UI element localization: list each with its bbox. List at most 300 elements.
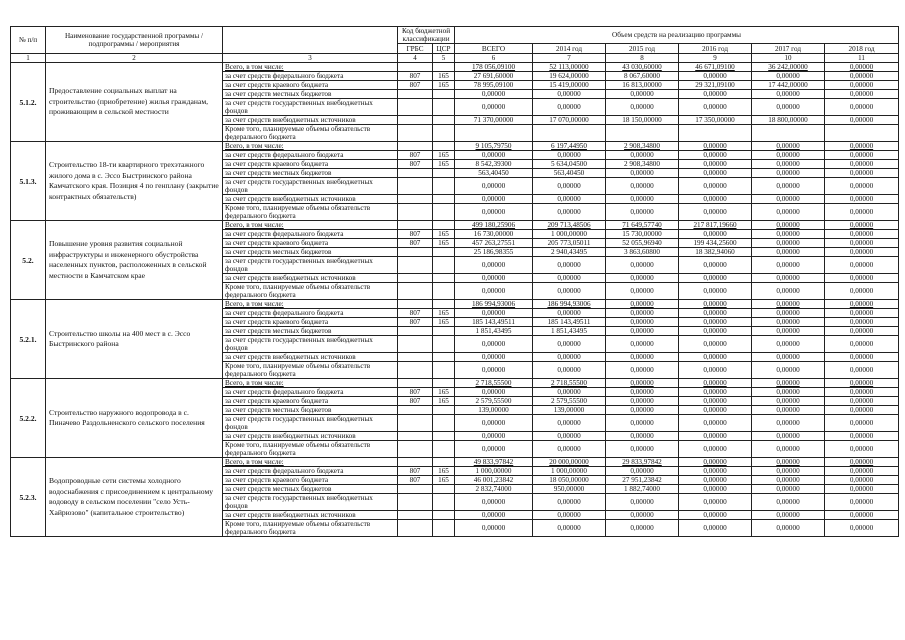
amount-year: 0,00000 bbox=[533, 511, 606, 520]
grbs-code: 807 bbox=[398, 239, 433, 248]
amount-year: 0,00000 bbox=[606, 388, 679, 397]
amount-year: 0,00000 bbox=[679, 362, 752, 379]
csr-code bbox=[433, 99, 455, 116]
csr-code bbox=[433, 485, 455, 494]
amount-year: 0,00000 bbox=[752, 178, 825, 195]
amount-year: 0,00000 bbox=[679, 415, 752, 432]
amount-year bbox=[825, 125, 899, 142]
amount-year: 0,00000 bbox=[825, 336, 899, 353]
section-name: Повышение уровня развития социальной инфраструктуры и инженерного обустройства населенных пунктов, расположенных в сельской местности в Камчатском крае bbox=[46, 221, 223, 300]
amount-year: 0,00000 bbox=[825, 432, 899, 441]
grbs-code bbox=[398, 432, 433, 441]
amount-year: 0,00000 bbox=[679, 151, 752, 160]
amount-year: 2 940,43495 bbox=[533, 248, 606, 257]
amount-total: 185 143,49511 bbox=[455, 318, 533, 327]
column-number: 7 bbox=[533, 54, 606, 63]
amount-year: 0,00000 bbox=[825, 116, 899, 125]
funding-source: за счет средств государственных внебюджетных фондов bbox=[223, 178, 398, 195]
amount-year: 17 070,00000 bbox=[533, 116, 606, 125]
amount-year: 18 050,00000 bbox=[533, 476, 606, 485]
amount-total: 2 579,55500 bbox=[455, 397, 533, 406]
amount-total: 16 730,00000 bbox=[455, 230, 533, 239]
amount-year: 0,00000 bbox=[825, 160, 899, 169]
csr-code bbox=[433, 458, 455, 467]
amount-total: 0,00000 bbox=[455, 494, 533, 511]
amount-year: 0,00000 bbox=[533, 362, 606, 379]
amount-year: 0,00000 bbox=[533, 432, 606, 441]
funding-source: за счет средств внебюджетных источников bbox=[223, 274, 398, 283]
funding-source: за счет средств внебюджетных источников bbox=[223, 195, 398, 204]
amount-year: 0,00000 bbox=[679, 467, 752, 476]
csr-code: 165 bbox=[433, 309, 455, 318]
amount-year: 0,00000 bbox=[533, 415, 606, 432]
amount-year: 0,00000 bbox=[752, 151, 825, 160]
amount-year: 0,00000 bbox=[752, 274, 825, 283]
column-number: 8 bbox=[606, 54, 679, 63]
amount-year: 0,00000 bbox=[679, 494, 752, 511]
grbs-code bbox=[398, 300, 433, 309]
amount-year: 0,00000 bbox=[606, 467, 679, 476]
amount-total: 2 718,55500 bbox=[455, 379, 533, 388]
amount-year: 0,00000 bbox=[825, 494, 899, 511]
amount-year: 0,00000 bbox=[825, 511, 899, 520]
amount-year: 0,00000 bbox=[752, 169, 825, 178]
amount-total: 0,00000 bbox=[455, 441, 533, 458]
amount-year: 0,00000 bbox=[679, 318, 752, 327]
amount-year: 0,00000 bbox=[752, 388, 825, 397]
amount-year: 0,00000 bbox=[752, 72, 825, 81]
grbs-code bbox=[398, 257, 433, 274]
amount-year: 0,00000 bbox=[606, 283, 679, 300]
amount-year: 18 150,00000 bbox=[606, 116, 679, 125]
grbs-code: 807 bbox=[398, 397, 433, 406]
amount-year: 0,00000 bbox=[533, 151, 606, 160]
funding-source: за счет средств государственных внебюджетных фондов bbox=[223, 494, 398, 511]
grbs-code bbox=[398, 415, 433, 432]
amount-year: 0,00000 bbox=[825, 520, 899, 537]
amount-year: 0,00000 bbox=[606, 204, 679, 221]
amount-total: 0,00000 bbox=[455, 204, 533, 221]
funding-source: за счет средств государственных внебюджетных фондов bbox=[223, 99, 398, 116]
amount-year: 0,00000 bbox=[679, 327, 752, 336]
csr-code bbox=[433, 336, 455, 353]
amount-year: 563,40450 bbox=[533, 169, 606, 178]
table-row bbox=[11, 221, 899, 230]
section-name: Строительство школы на 400 мест в с. Эссо Быстринского района bbox=[46, 300, 223, 379]
funding-source: за счет средств внебюджетных источников bbox=[223, 511, 398, 520]
funding-source: за счет средств местных бюджетов bbox=[223, 406, 398, 415]
grbs-code bbox=[398, 336, 433, 353]
amount-year: 0,00000 bbox=[752, 300, 825, 309]
amount-year: 0,00000 bbox=[752, 195, 825, 204]
section-number: 5.2. bbox=[11, 221, 46, 300]
grbs-code bbox=[398, 362, 433, 379]
header-funds: Объем средств на реализацию программы bbox=[455, 27, 899, 44]
amount-year: 17 442,00000 bbox=[752, 81, 825, 90]
csr-code: 165 bbox=[433, 467, 455, 476]
amount-year: 0,00000 bbox=[679, 406, 752, 415]
amount-year: 0,00000 bbox=[679, 257, 752, 274]
amount-total: 0,00000 bbox=[455, 362, 533, 379]
amount-total: 2 832,74000 bbox=[455, 485, 533, 494]
csr-code bbox=[433, 327, 455, 336]
amount-year: 0,00000 bbox=[606, 415, 679, 432]
csr-code bbox=[433, 116, 455, 125]
amount-year: 29 833,97842 bbox=[606, 458, 679, 467]
csr-code bbox=[433, 274, 455, 283]
table-row bbox=[11, 63, 899, 72]
budget-table-body bbox=[11, 63, 899, 537]
csr-code bbox=[433, 494, 455, 511]
amount-year: 1 882,74000 bbox=[606, 485, 679, 494]
amount-total: 0,00000 bbox=[455, 353, 533, 362]
funding-source: за счет средств внебюджетных источников bbox=[223, 116, 398, 125]
amount-year: 0,00000 bbox=[606, 362, 679, 379]
amount-year: 6 197,44950 bbox=[533, 142, 606, 151]
amount-year: 0,00000 bbox=[752, 160, 825, 169]
funding-source: Кроме того, планируемые объемы обязательств федерального бюджета bbox=[223, 362, 398, 379]
amount-year: 0,00000 bbox=[606, 379, 679, 388]
amount-year bbox=[752, 125, 825, 142]
csr-code bbox=[433, 90, 455, 99]
funding-source: за счет средств федерального бюджета bbox=[223, 388, 398, 397]
amount-year: 0,00000 bbox=[752, 520, 825, 537]
amount-total: 0,00000 bbox=[455, 432, 533, 441]
amount-total: 139,00000 bbox=[455, 406, 533, 415]
grbs-code bbox=[398, 327, 433, 336]
csr-code: 165 bbox=[433, 397, 455, 406]
csr-code: 165 bbox=[433, 230, 455, 239]
amount-year: 139,00000 bbox=[533, 406, 606, 415]
amount-year: 0,00000 bbox=[533, 388, 606, 397]
funding-source: за счет средств местных бюджетов bbox=[223, 248, 398, 257]
amount-year: 0,00000 bbox=[825, 204, 899, 221]
amount-year: 0,00000 bbox=[825, 379, 899, 388]
amount-total: 25 186,98355 bbox=[455, 248, 533, 257]
amount-year: 0,00000 bbox=[606, 397, 679, 406]
amount-year: 0,00000 bbox=[752, 353, 825, 362]
amount-total: 0,00000 bbox=[455, 90, 533, 99]
amount-total: 563,40450 bbox=[455, 169, 533, 178]
amount-year: 29 321,09100 bbox=[679, 81, 752, 90]
csr-code bbox=[433, 178, 455, 195]
amount-year: 0,00000 bbox=[752, 90, 825, 99]
amount-year: 2 579,55500 bbox=[533, 397, 606, 406]
grbs-code bbox=[398, 379, 433, 388]
amount-total: 8 542,39300 bbox=[455, 160, 533, 169]
grbs-code bbox=[398, 520, 433, 537]
amount-total: 0,00000 bbox=[455, 195, 533, 204]
amount-year: 0,00000 bbox=[679, 169, 752, 178]
budget-table bbox=[10, 26, 899, 537]
amount-year: 0,00000 bbox=[752, 283, 825, 300]
section-number: 5.2.3. bbox=[11, 458, 46, 537]
amount-year: 0,00000 bbox=[752, 230, 825, 239]
amount-total: 0,00000 bbox=[455, 388, 533, 397]
amount-year: 0,00000 bbox=[752, 204, 825, 221]
amount-year: 18 800,00000 bbox=[752, 116, 825, 125]
amount-year: 0,00000 bbox=[679, 432, 752, 441]
amount-year: 0,00000 bbox=[752, 458, 825, 467]
header-grbs: ГРБС bbox=[398, 44, 433, 54]
section-number: 5.1.3. bbox=[11, 142, 46, 221]
amount-year: 0,00000 bbox=[825, 283, 899, 300]
grbs-code: 807 bbox=[398, 230, 433, 239]
amount-year: 0,00000 bbox=[752, 362, 825, 379]
grbs-code bbox=[398, 248, 433, 257]
amount-year: 0,00000 bbox=[825, 248, 899, 257]
amount-year: 0,00000 bbox=[825, 397, 899, 406]
table-row bbox=[11, 458, 899, 467]
section-name: Водопроводные сети системы холодного водоснабжения с присоединением к центральному водоводу в сельском поселении "село Усть-Хайрюзово" (капитальное строительство) bbox=[46, 458, 223, 537]
amount-year: 0,00000 bbox=[679, 485, 752, 494]
csr-code: 165 bbox=[433, 318, 455, 327]
funding-source: Кроме того, планируемые объемы обязательств федерального бюджета bbox=[223, 125, 398, 142]
column-number: 5 bbox=[433, 54, 455, 63]
amount-year: 0,00000 bbox=[752, 318, 825, 327]
amount-year: 46 671,09100 bbox=[679, 63, 752, 72]
csr-code bbox=[433, 406, 455, 415]
funding-source: за счет средств государственных внебюджетных фондов bbox=[223, 257, 398, 274]
amount-year: 0,00000 bbox=[825, 90, 899, 99]
grbs-code bbox=[398, 169, 433, 178]
funding-source: за счет средств местных бюджетов bbox=[223, 485, 398, 494]
grbs-code bbox=[398, 485, 433, 494]
amount-total: 499 180,25906 bbox=[455, 221, 533, 230]
csr-code: 165 bbox=[433, 72, 455, 81]
csr-code bbox=[433, 204, 455, 221]
amount-year: 0,00000 bbox=[679, 274, 752, 283]
amount-year: 0,00000 bbox=[679, 511, 752, 520]
amount-year: 0,00000 bbox=[606, 169, 679, 178]
amount-year: 0,00000 bbox=[533, 336, 606, 353]
amount-year: 0,00000 bbox=[825, 467, 899, 476]
csr-code bbox=[433, 169, 455, 178]
grbs-code bbox=[398, 90, 433, 99]
funding-source: за счет средств федерального бюджета bbox=[223, 467, 398, 476]
amount-year: 0,00000 bbox=[825, 221, 899, 230]
amount-year: 0,00000 bbox=[752, 432, 825, 441]
amount-year: 0,00000 bbox=[752, 142, 825, 151]
amount-total: 0,00000 bbox=[455, 415, 533, 432]
header-source bbox=[223, 27, 398, 54]
amount-year: 0,00000 bbox=[606, 151, 679, 160]
header-total: ВСЕГО bbox=[455, 44, 533, 54]
amount-year: 0,00000 bbox=[752, 406, 825, 415]
amount-year: 1 851,43495 bbox=[533, 327, 606, 336]
amount-year: 0,00000 bbox=[752, 379, 825, 388]
amount-year: 0,00000 bbox=[679, 90, 752, 99]
amount-year: 0,00000 bbox=[533, 195, 606, 204]
amount-year: 0,00000 bbox=[606, 90, 679, 99]
amount-year: 16 813,00000 bbox=[606, 81, 679, 90]
funding-source: Кроме того, планируемые объемы обязательств федерального бюджета bbox=[223, 520, 398, 537]
amount-year: 0,00000 bbox=[679, 441, 752, 458]
funding-source: за счет средств местных бюджетов bbox=[223, 90, 398, 99]
amount-year: 0,00000 bbox=[606, 178, 679, 195]
amount-year: 0,00000 bbox=[825, 239, 899, 248]
amount-year: 185 143,49511 bbox=[533, 318, 606, 327]
funding-source: за счет средств краевого бюджета bbox=[223, 397, 398, 406]
amount-year bbox=[679, 125, 752, 142]
amount-total: 9 105,79750 bbox=[455, 142, 533, 151]
grbs-code bbox=[398, 274, 433, 283]
amount-year: 36 242,00000 bbox=[752, 63, 825, 72]
amount-total: 0,00000 bbox=[455, 151, 533, 160]
amount-year: 205 773,05011 bbox=[533, 239, 606, 248]
column-number: 11 bbox=[825, 54, 899, 63]
amount-year: 5 634,04500 bbox=[533, 160, 606, 169]
amount-year: 0,00000 bbox=[533, 494, 606, 511]
amount-year: 0,00000 bbox=[825, 362, 899, 379]
csr-code: 165 bbox=[433, 476, 455, 485]
csr-code bbox=[433, 511, 455, 520]
grbs-code bbox=[398, 353, 433, 362]
amount-year: 2 718,55500 bbox=[533, 379, 606, 388]
table-row bbox=[11, 142, 899, 151]
funding-source: за счет средств краевого бюджета bbox=[223, 239, 398, 248]
amount-year: 0,00000 bbox=[825, 441, 899, 458]
amount-year: 0,00000 bbox=[752, 415, 825, 432]
funding-source: Всего, в том числе: bbox=[223, 379, 398, 388]
column-number: 2 bbox=[46, 54, 223, 63]
amount-year: 8 067,60000 bbox=[606, 72, 679, 81]
csr-code bbox=[433, 353, 455, 362]
column-number-row bbox=[11, 54, 899, 63]
grbs-code bbox=[398, 63, 433, 72]
amount-year: 0,00000 bbox=[752, 257, 825, 274]
amount-year: 0,00000 bbox=[825, 142, 899, 151]
amount-year: 3 863,60800 bbox=[606, 248, 679, 257]
amount-year: 0,00000 bbox=[533, 274, 606, 283]
amount-year: 0,00000 bbox=[825, 353, 899, 362]
amount-total: 0,00000 bbox=[455, 511, 533, 520]
column-number: 1 bbox=[11, 54, 46, 63]
amount-total: 186 994,93006 bbox=[455, 300, 533, 309]
amount-year: 20 000,00000 bbox=[533, 458, 606, 467]
section-number: 5.1.2. bbox=[11, 63, 46, 142]
amount-year: 0,00000 bbox=[533, 178, 606, 195]
amount-year: 0,00000 bbox=[533, 520, 606, 537]
funding-source: за счет средств местных бюджетов bbox=[223, 169, 398, 178]
amount-year: 0,00000 bbox=[606, 441, 679, 458]
amount-year: 209 713,48506 bbox=[533, 221, 606, 230]
grbs-code bbox=[398, 494, 433, 511]
amount-year: 0,00000 bbox=[606, 257, 679, 274]
amount-year: 0,00000 bbox=[606, 309, 679, 318]
funding-source: Всего, в том числе: bbox=[223, 63, 398, 72]
amount-year: 0,00000 bbox=[606, 520, 679, 537]
amount-year: 0,00000 bbox=[752, 239, 825, 248]
amount-year bbox=[606, 125, 679, 142]
funding-source: Всего, в том числе: bbox=[223, 221, 398, 230]
amount-year: 0,00000 bbox=[679, 309, 752, 318]
header-csr: ЦСР bbox=[433, 44, 455, 54]
amount-year: 0,00000 bbox=[825, 485, 899, 494]
csr-code bbox=[433, 379, 455, 388]
amount-year: 18 382,94060 bbox=[679, 248, 752, 257]
amount-year: 0,00000 bbox=[825, 230, 899, 239]
csr-code bbox=[433, 142, 455, 151]
amount-year: 0,00000 bbox=[533, 90, 606, 99]
amount-year: 71 649,57740 bbox=[606, 221, 679, 230]
amount-year: 0,00000 bbox=[679, 142, 752, 151]
amount-year: 0,00000 bbox=[752, 476, 825, 485]
grbs-code bbox=[398, 458, 433, 467]
section-name: Строительство 18-ти квартирного трехэтажного жилого дома в с. Эссо Быстринского района Камчатского края. Позиция 4 по генплану (закрытие контрактных обязательств) bbox=[46, 142, 223, 221]
header-name: Наименование государственной программы / подпрограммы / мероприятия bbox=[46, 27, 223, 54]
amount-total: 71 370,00000 bbox=[455, 116, 533, 125]
amount-year: 43 030,60000 bbox=[606, 63, 679, 72]
section-name: Предоставление социальных выплат на строительство (приобретение) жилья гражданам, проживающим в сельской местности bbox=[46, 63, 223, 142]
amount-total: 0,00000 bbox=[455, 336, 533, 353]
section-number: 5.2.1. bbox=[11, 300, 46, 379]
amount-year: 0,00000 bbox=[825, 415, 899, 432]
grbs-code bbox=[398, 195, 433, 204]
amount-year: 0,00000 bbox=[679, 160, 752, 169]
amount-year: 0,00000 bbox=[752, 309, 825, 318]
amount-year: 0,00000 bbox=[606, 336, 679, 353]
csr-code bbox=[433, 125, 455, 142]
grbs-code bbox=[398, 116, 433, 125]
funding-source: за счет средств внебюджетных источников bbox=[223, 432, 398, 441]
amount-year: 52 113,00000 bbox=[533, 63, 606, 72]
amount-total: 0,00000 bbox=[455, 520, 533, 537]
amount-year: 217 817,19660 bbox=[679, 221, 752, 230]
amount-year: 0,00000 bbox=[825, 274, 899, 283]
amount-year: 0,00000 bbox=[533, 441, 606, 458]
grbs-code: 807 bbox=[398, 151, 433, 160]
amount-year: 0,00000 bbox=[533, 257, 606, 274]
grbs-code: 807 bbox=[398, 467, 433, 476]
amount-year: 0,00000 bbox=[679, 388, 752, 397]
amount-year: 0,00000 bbox=[752, 467, 825, 476]
amount-year: 0,00000 bbox=[752, 327, 825, 336]
amount-year: 0,00000 bbox=[825, 458, 899, 467]
funding-source: за счет средств федерального бюджета bbox=[223, 72, 398, 81]
amount-year: 0,00000 bbox=[752, 248, 825, 257]
column-number: 3 bbox=[223, 54, 398, 63]
amount-year: 0,00000 bbox=[752, 441, 825, 458]
amount-year: 0,00000 bbox=[752, 397, 825, 406]
amount-year: 0,00000 bbox=[606, 195, 679, 204]
amount-year: 19 624,00000 bbox=[533, 72, 606, 81]
amount-year: 0,00000 bbox=[679, 99, 752, 116]
csr-code bbox=[433, 441, 455, 458]
amount-year: 0,00000 bbox=[606, 353, 679, 362]
amount-total: 78 995,09100 bbox=[455, 81, 533, 90]
amount-total: 457 263,27551 bbox=[455, 239, 533, 248]
amount-year: 0,00000 bbox=[752, 336, 825, 353]
amount-year: 0,00000 bbox=[825, 327, 899, 336]
amount-year: 0,00000 bbox=[533, 204, 606, 221]
section-number: 5.2.2. bbox=[11, 379, 46, 458]
grbs-code bbox=[398, 221, 433, 230]
csr-code bbox=[433, 432, 455, 441]
funding-source: Кроме того, планируемые объемы обязательств федерального бюджета bbox=[223, 283, 398, 300]
grbs-code: 807 bbox=[398, 72, 433, 81]
amount-year: 186 994,93006 bbox=[533, 300, 606, 309]
amount-year: 0,00000 bbox=[679, 230, 752, 239]
amount-year: 0,00000 bbox=[825, 178, 899, 195]
amount-year: 0,00000 bbox=[825, 476, 899, 485]
amount-year: 0,00000 bbox=[679, 283, 752, 300]
amount-year: 0,00000 bbox=[606, 511, 679, 520]
amount-year bbox=[533, 125, 606, 142]
amount-year: 0,00000 bbox=[533, 353, 606, 362]
amount-year: 0,00000 bbox=[606, 99, 679, 116]
section-name: Строительство наружного водопровода в с. Пиначево Раздольненского сельского поселения bbox=[46, 379, 223, 458]
